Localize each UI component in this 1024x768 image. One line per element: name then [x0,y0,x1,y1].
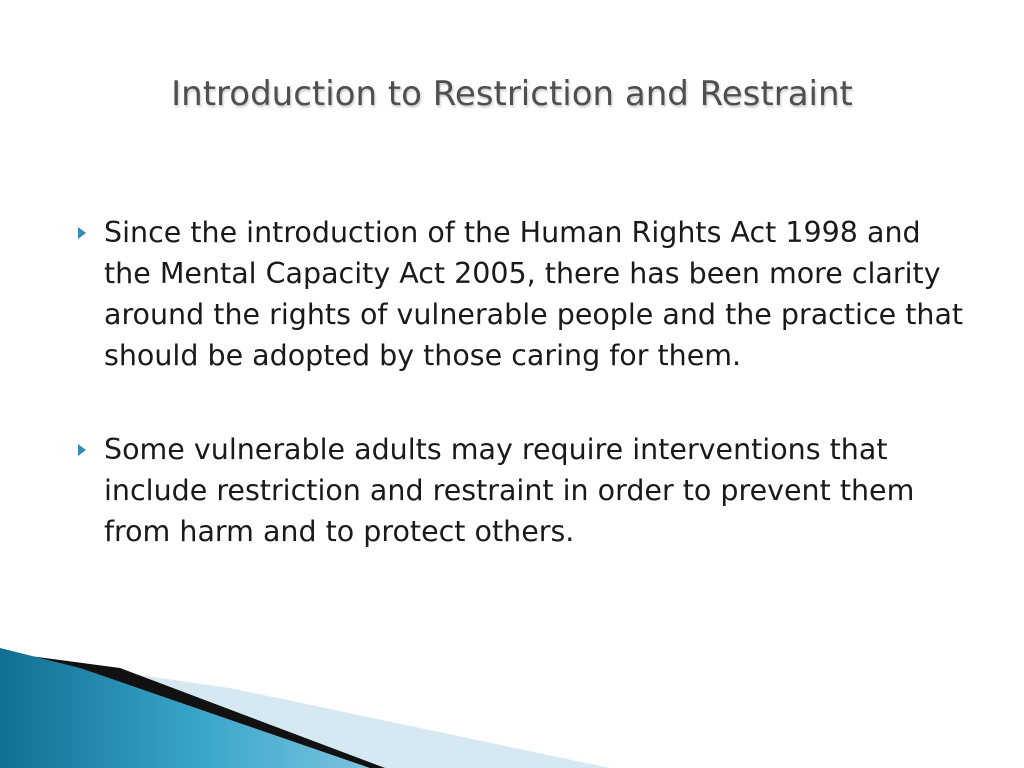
bullet-list [76,212,976,552]
bullet-text: Since the introduction of the Human Rights Act 1998 and the Mental Capacity Act 2005, there has been more clarity around the rights of vulnerable people and the practice that should be adopted by those caring for them. [104,216,964,372]
blue-swoosh [0,648,370,768]
slide-title: Introduction to Restriction and Restraint [171,74,853,114]
light-swoosh [0,655,610,768]
dark-swoosh [0,652,385,768]
bullet-item [76,212,976,376]
bullet-text: Some vulnerable adults may require interventions that include restriction and restraint in order to prevent them from harm and to protect others. [104,433,915,548]
triangle-right-icon [78,444,86,456]
triangle-right-icon [78,227,86,239]
bullet-item [76,429,976,552]
